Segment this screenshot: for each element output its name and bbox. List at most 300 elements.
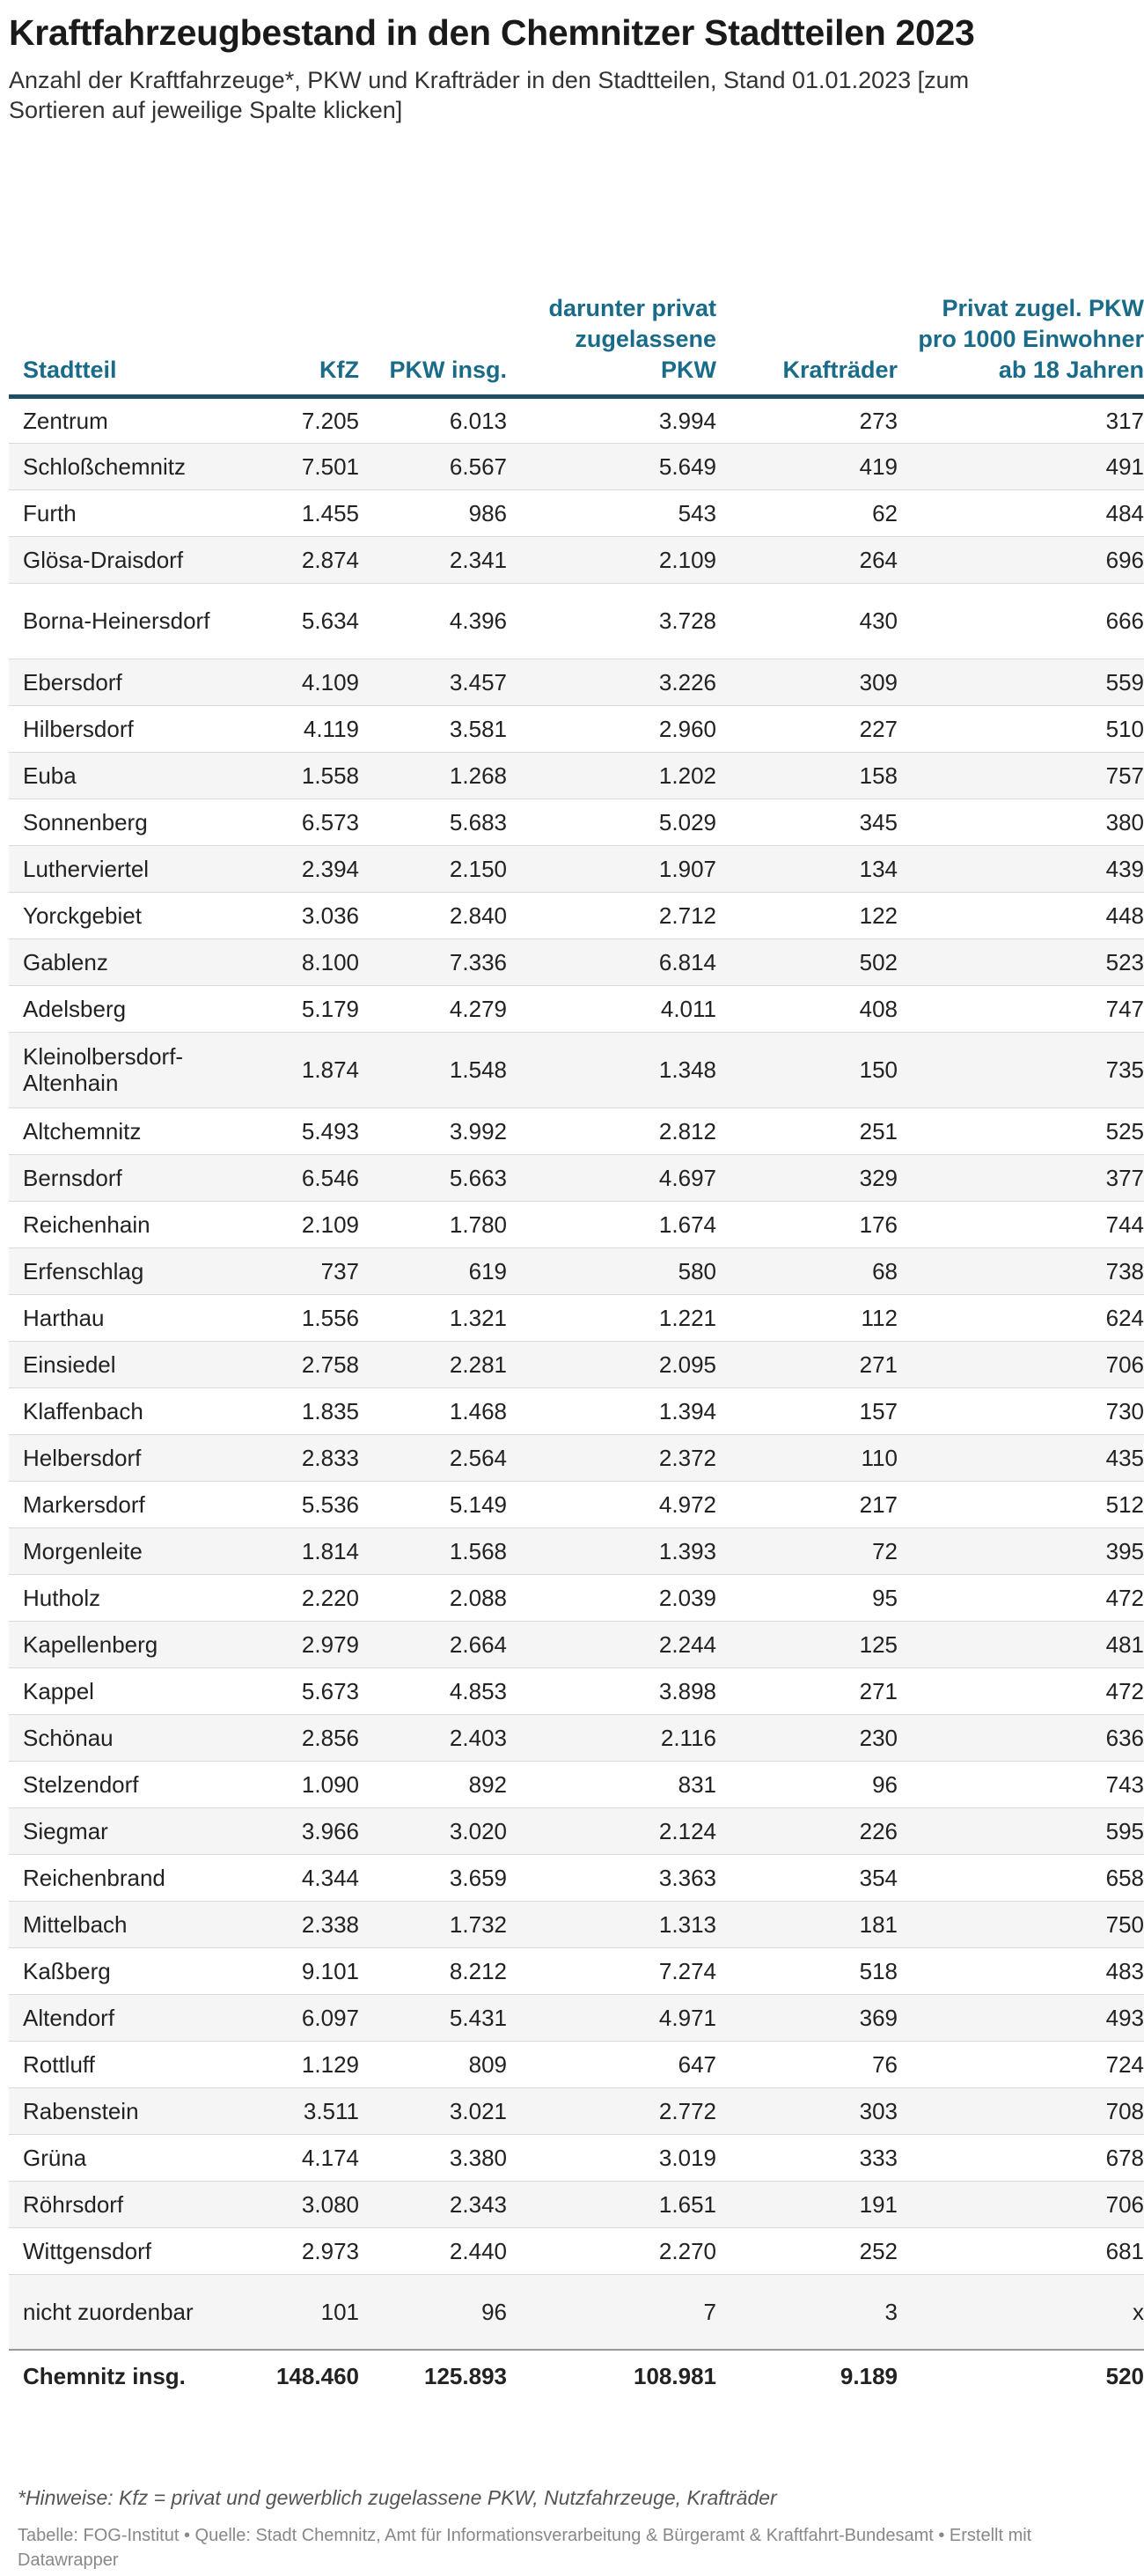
cell-value: 369 — [725, 1994, 906, 2041]
cell-value: 1.221 — [516, 1294, 725, 1341]
cell-value: 510 — [906, 705, 1144, 752]
table-row — [9, 1294, 1144, 1341]
cell-stadtteil: Siegmar — [9, 1807, 238, 1854]
table-row — [9, 1201, 1144, 1248]
cell-stadtteil: Kapellenberg — [9, 1621, 238, 1667]
cell-value: 3.021 — [368, 2087, 516, 2134]
cell-value: 4.279 — [368, 985, 516, 1032]
cell-value: 737 — [238, 1248, 368, 1294]
cell-value: 986 — [368, 489, 516, 536]
table-header-row — [9, 173, 1144, 396]
cell-value: 892 — [368, 1761, 516, 1807]
cell-value: 744 — [906, 1201, 1144, 1248]
table-row — [9, 1387, 1144, 1434]
cell-stadtteil: Harthau — [9, 1294, 238, 1341]
cell-value: 3.226 — [516, 659, 725, 705]
cell-value: 230 — [725, 1714, 906, 1761]
table-row — [9, 583, 1144, 659]
cell-value: 831 — [516, 1761, 725, 1807]
cell-value: 3.659 — [368, 1854, 516, 1901]
column-header-private-pkw[interactable]: darunter privat zugelassene PKW — [516, 173, 725, 396]
total-value: 125.893 — [368, 2350, 516, 2401]
cell-value: 1.835 — [238, 1387, 368, 1434]
cell-value: 1.556 — [238, 1294, 368, 1341]
cell-value: 2.840 — [368, 892, 516, 938]
total-value: 520 — [906, 2350, 1144, 2401]
cell-value: 1.548 — [368, 1032, 516, 1108]
cell-value: 4.109 — [238, 659, 368, 705]
cell-value: 1.348 — [516, 1032, 725, 1108]
cell-value: 2.150 — [368, 845, 516, 892]
cell-value: 2.372 — [516, 1434, 725, 1481]
table-row — [9, 1947, 1144, 1994]
cell-value: 1.090 — [238, 1761, 368, 1807]
cell-stadtteil: Zentrum — [9, 396, 238, 443]
cell-value: 408 — [725, 985, 906, 1032]
page-title: Kraftfahrzeugbestand in den Chemnitzer Stadtteilen 2023 — [9, 12, 975, 53]
cell-value: 472 — [906, 1574, 1144, 1621]
cell-value: 512 — [906, 1481, 1144, 1527]
cell-value: 809 — [368, 2041, 516, 2087]
cell-stadtteil: Wittgensdorf — [9, 2227, 238, 2274]
cell-value: 7.205 — [238, 396, 368, 443]
cell-value: 3 — [725, 2274, 906, 2350]
column-header-stadtteil[interactable]: Stadtteil — [9, 173, 238, 396]
cell-value: 491 — [906, 443, 1144, 489]
cell-value: 6.814 — [516, 938, 725, 985]
cell-value: 484 — [906, 489, 1144, 536]
cell-value: 2.874 — [238, 536, 368, 583]
total-value: 108.981 — [516, 2350, 725, 2401]
cell-value: 1.674 — [516, 1201, 725, 1248]
cell-stadtteil: Bernsdorf — [9, 1154, 238, 1201]
cell-value: 3.019 — [516, 2134, 725, 2181]
cell-value: 2.109 — [238, 1201, 368, 1248]
cell-value: 619 — [368, 1248, 516, 1294]
cell-stadtteil: Schloßchemnitz — [9, 443, 238, 489]
total-label: Chemnitz insg. — [9, 2350, 238, 2401]
cell-value: 2.833 — [238, 1434, 368, 1481]
cell-value: 150 — [725, 1032, 906, 1108]
cell-value: 2.220 — [238, 1574, 368, 1621]
cell-value: 2.564 — [368, 1434, 516, 1481]
cell-value: 3.511 — [238, 2087, 368, 2134]
cell-value: 743 — [906, 1761, 1144, 1807]
cell-value: 96 — [725, 1761, 906, 1807]
column-header-kraftraeder[interactable]: Krafträder — [725, 173, 906, 396]
cell-value: 750 — [906, 1901, 1144, 1947]
cell-value: 738 — [906, 1248, 1144, 1294]
cell-value: 2.244 — [516, 1621, 725, 1667]
cell-value: 2.664 — [368, 1621, 516, 1667]
cell-value: 2.973 — [238, 2227, 368, 2274]
cell-value: 1.129 — [238, 2041, 368, 2087]
table-row — [9, 1154, 1144, 1201]
cell-value: 122 — [725, 892, 906, 938]
cell-value: 4.697 — [516, 1154, 725, 1201]
cell-value: 309 — [725, 659, 906, 705]
cell-value: 2.341 — [368, 536, 516, 583]
cell-value: 8.212 — [368, 1947, 516, 1994]
cell-value: 158 — [725, 752, 906, 799]
cell-value: 62 — [725, 489, 906, 536]
cell-value: 7 — [516, 2274, 725, 2350]
cell-value: 96 — [368, 2274, 516, 2350]
cell-value: 3.380 — [368, 2134, 516, 2181]
cell-stadtteil: Hilbersdorf — [9, 705, 238, 752]
cell-stadtteil: Markersdorf — [9, 1481, 238, 1527]
cell-value: 7.501 — [238, 443, 368, 489]
cell-value: x — [906, 2274, 1144, 2350]
cell-value: 666 — [906, 583, 1144, 659]
cell-value: 448 — [906, 892, 1144, 938]
cell-value: 217 — [725, 1481, 906, 1527]
cell-value: 1.321 — [368, 1294, 516, 1341]
cell-value: 4.972 — [516, 1481, 725, 1527]
cell-value: 696 — [906, 536, 1144, 583]
cell-stadtteil: Röhrsdorf — [9, 2181, 238, 2227]
cell-value: 678 — [906, 2134, 1144, 2181]
cell-value: 134 — [725, 845, 906, 892]
cell-stadtteil: Einsiedel — [9, 1341, 238, 1387]
cell-value: 2.109 — [516, 536, 725, 583]
cell-value: 3.581 — [368, 705, 516, 752]
cell-value: 2.088 — [368, 1574, 516, 1621]
cell-stadtteil: Grüna — [9, 2134, 238, 2181]
cell-value: 95 — [725, 1574, 906, 1621]
table-row — [9, 892, 1144, 938]
cell-value: 2.095 — [516, 1341, 725, 1387]
cell-value: 735 — [906, 1032, 1144, 1108]
cell-value: 5.683 — [368, 799, 516, 845]
cell-stadtteil: Stelzendorf — [9, 1761, 238, 1807]
cell-value: 273 — [725, 396, 906, 443]
cell-stadtteil: Gablenz — [9, 938, 238, 985]
footnote: *Hinweise: Kfz = privat und gewerblich zugelassene PKW, Nutzfahrzeuge, Krafträder — [18, 2486, 777, 2509]
data-table — [9, 173, 1144, 2401]
cell-value: 377 — [906, 1154, 1144, 1201]
cell-stadtteil: Klaffenbach — [9, 1387, 238, 1434]
cell-value: 1.651 — [516, 2181, 725, 2227]
cell-value: 2.979 — [238, 1621, 368, 1667]
cell-value: 329 — [725, 1154, 906, 1201]
cell-value: 3.036 — [238, 892, 368, 938]
table-row — [9, 1854, 1144, 1901]
table-row — [9, 1248, 1144, 1294]
cell-stadtteil: Borna-Heinersdorf — [9, 583, 238, 659]
cell-value: 303 — [725, 2087, 906, 2134]
table-row — [9, 396, 1144, 443]
cell-stadtteil: Kaßberg — [9, 1947, 238, 1994]
cell-value: 493 — [906, 1994, 1144, 2041]
cell-value: 2.712 — [516, 892, 725, 938]
table-total-row — [9, 2350, 1144, 2401]
column-header-kfz[interactable]: KfZ — [238, 173, 368, 396]
cell-value: 559 — [906, 659, 1144, 705]
cell-value: 419 — [725, 443, 906, 489]
cell-value: 101 — [238, 2274, 368, 2350]
cell-value: 4.174 — [238, 2134, 368, 2181]
cell-value: 5.493 — [238, 1108, 368, 1154]
cell-value: 708 — [906, 2087, 1144, 2134]
cell-value: 5.536 — [238, 1481, 368, 1527]
cell-stadtteil: Hutholz — [9, 1574, 238, 1621]
cell-value: 2.281 — [368, 1341, 516, 1387]
cell-value: 4.011 — [516, 985, 725, 1032]
cell-value: 110 — [725, 1434, 906, 1481]
cell-value: 2.440 — [368, 2227, 516, 2274]
cell-value: 3.080 — [238, 2181, 368, 2227]
cell-value: 6.546 — [238, 1154, 368, 1201]
table-row — [9, 705, 1144, 752]
table-row — [9, 1032, 1144, 1108]
table-row — [9, 1341, 1144, 1387]
table-row — [9, 2134, 1144, 2181]
table-row — [9, 1807, 1144, 1854]
cell-value: 226 — [725, 1807, 906, 1854]
cell-value: 2.338 — [238, 1901, 368, 1947]
cell-value: 395 — [906, 1527, 1144, 1574]
table-row — [9, 752, 1144, 799]
cell-value: 72 — [725, 1527, 906, 1574]
cell-value: 706 — [906, 2181, 1144, 2227]
cell-value: 523 — [906, 938, 1144, 985]
cell-value: 3.457 — [368, 659, 516, 705]
data-table-container — [9, 173, 1144, 2401]
table-row — [9, 443, 1144, 489]
cell-value: 624 — [906, 1294, 1144, 1341]
cell-stadtteil: Reichenbrand — [9, 1854, 238, 1901]
cell-value: 481 — [906, 1621, 1144, 1667]
cell-value: 4.853 — [368, 1667, 516, 1714]
cell-stadtteil: Ebersdorf — [9, 659, 238, 705]
cell-value: 5.179 — [238, 985, 368, 1032]
cell-value: 3.020 — [368, 1807, 516, 1854]
cell-value: 2.394 — [238, 845, 368, 892]
cell-value: 2.116 — [516, 1714, 725, 1761]
cell-value: 1.202 — [516, 752, 725, 799]
cell-value: 6.573 — [238, 799, 368, 845]
cell-stadtteil: Rottluff — [9, 2041, 238, 2087]
table-row — [9, 2041, 1144, 2087]
cell-value: 724 — [906, 2041, 1144, 2087]
cell-value: 4.119 — [238, 705, 368, 752]
cell-value: 502 — [725, 938, 906, 985]
cell-value: 2.403 — [368, 1714, 516, 1761]
page-subtitle: Anzahl der Kraftfahrzeuge*, PKW und Krafträder in den Stadtteilen, Stand 01.01.2023 [zum Sortieren auf jeweilige Spalte klicken] — [9, 67, 970, 123]
cell-value: 706 — [906, 1341, 1144, 1387]
cell-value: 8.100 — [238, 938, 368, 985]
cell-value: 271 — [725, 1341, 906, 1387]
cell-value: 2.772 — [516, 2087, 725, 2134]
cell-value: 5.649 — [516, 443, 725, 489]
cell-value: 9.101 — [238, 1947, 368, 1994]
cell-value: 2.270 — [516, 2227, 725, 2274]
cell-stadtteil: Yorckgebiet — [9, 892, 238, 938]
cell-stadtteil: Lutherviertel — [9, 845, 238, 892]
cell-stadtteil: Mittelbach — [9, 1901, 238, 1947]
cell-value: 2.758 — [238, 1341, 368, 1387]
credits: Tabelle: FOG-Institut • Quelle: Stadt Chemnitz, Amt für Informationsverarbeitung & Bürgeramt & Kraftfahrt-Bundesamt • Erstellt mit Datawrapper — [18, 2526, 1032, 2570]
cell-stadtteil: nicht zuordenbar — [9, 2274, 238, 2350]
cell-value: 658 — [906, 1854, 1144, 1901]
cell-value: 1.268 — [368, 752, 516, 799]
cell-value: 2.856 — [238, 1714, 368, 1761]
cell-stadtteil: Erfenschlag — [9, 1248, 238, 1294]
table-row — [9, 1481, 1144, 1527]
cell-value: 543 — [516, 489, 725, 536]
page — [9, 0, 1144, 2570]
cell-value: 3.994 — [516, 396, 725, 443]
table-row — [9, 1621, 1144, 1667]
cell-stadtteil: Glösa-Draisdorf — [9, 536, 238, 583]
cell-value: 251 — [725, 1108, 906, 1154]
cell-value: 681 — [906, 2227, 1144, 2274]
cell-value: 333 — [725, 2134, 906, 2181]
cell-value: 6.013 — [368, 396, 516, 443]
total-value: 148.460 — [238, 2350, 368, 2401]
cell-value: 5.663 — [368, 1154, 516, 1201]
cell-stadtteil: Altchemnitz — [9, 1108, 238, 1154]
cell-value: 6.567 — [368, 443, 516, 489]
cell-value: 757 — [906, 752, 1144, 799]
cell-value: 2.343 — [368, 2181, 516, 2227]
cell-value: 252 — [725, 2227, 906, 2274]
cell-value: 580 — [516, 1248, 725, 1294]
table-row — [9, 1108, 1144, 1154]
cell-value: 345 — [725, 799, 906, 845]
cell-value: 1.780 — [368, 1201, 516, 1248]
cell-value: 2.812 — [516, 1108, 725, 1154]
cell-value: 430 — [725, 583, 906, 659]
cell-value: 647 — [516, 2041, 725, 2087]
cell-stadtteil: Morgenleite — [9, 1527, 238, 1574]
table-row — [9, 799, 1144, 845]
cell-value: 2.124 — [516, 1807, 725, 1854]
cell-value: 227 — [725, 705, 906, 752]
table-row — [9, 659, 1144, 705]
cell-value: 483 — [906, 1947, 1144, 1994]
table-body — [9, 396, 1144, 2401]
table-row — [9, 1434, 1144, 1481]
cell-value: 271 — [725, 1667, 906, 1714]
cell-value: 176 — [725, 1201, 906, 1248]
cell-value: 125 — [725, 1621, 906, 1667]
column-header-pkw-per-1000[interactable]: Privat zugel. PKW pro 1000 Einwohner ab 18 Jahren — [906, 173, 1144, 396]
table-row — [9, 536, 1144, 583]
cell-value: 1.313 — [516, 1901, 725, 1947]
cell-value: 636 — [906, 1714, 1144, 1761]
table-row — [9, 1994, 1144, 2041]
cell-stadtteil: Sonnenberg — [9, 799, 238, 845]
cell-value: 181 — [725, 1901, 906, 1947]
cell-value: 317 — [906, 396, 1144, 443]
cell-stadtteil: Rabenstein — [9, 2087, 238, 2134]
cell-value: 1.874 — [238, 1032, 368, 1108]
cell-value: 472 — [906, 1667, 1144, 1714]
table-row — [9, 1527, 1144, 1574]
cell-value: 525 — [906, 1108, 1144, 1154]
cell-value: 2.039 — [516, 1574, 725, 1621]
cell-value: 1.907 — [516, 845, 725, 892]
notes — [18, 2484, 1074, 2572]
cell-value: 1.558 — [238, 752, 368, 799]
cell-value: 1.732 — [368, 1901, 516, 1947]
table-row — [9, 985, 1144, 1032]
cell-stadtteil: Furth — [9, 489, 238, 536]
cell-value: 1.455 — [238, 489, 368, 536]
table-row — [9, 2227, 1144, 2274]
cell-value: 518 — [725, 1947, 906, 1994]
cell-stadtteil: Helbersdorf — [9, 1434, 238, 1481]
cell-value: 1.468 — [368, 1387, 516, 1434]
cell-value: 68 — [725, 1248, 906, 1294]
cell-stadtteil: Schönau — [9, 1714, 238, 1761]
total-value: 9.189 — [725, 2350, 906, 2401]
cell-value: 3.363 — [516, 1854, 725, 1901]
table-row — [9, 1574, 1144, 1621]
cell-stadtteil: Kleinolbersdorf-Altenhain — [9, 1032, 238, 1108]
cell-value: 380 — [906, 799, 1144, 845]
cell-value: 4.971 — [516, 1994, 725, 2041]
cell-stadtteil: Euba — [9, 752, 238, 799]
cell-value: 439 — [906, 845, 1144, 892]
cell-value: 3.966 — [238, 1807, 368, 1854]
cell-value: 5.634 — [238, 583, 368, 659]
table-row — [9, 1901, 1144, 1947]
cell-value: 5.029 — [516, 799, 725, 845]
cell-value: 264 — [725, 536, 906, 583]
cell-value: 7.274 — [516, 1947, 725, 1994]
cell-value: 747 — [906, 985, 1144, 1032]
cell-value: 3.728 — [516, 583, 725, 659]
cell-value: 1.394 — [516, 1387, 725, 1434]
cell-value: 6.097 — [238, 1994, 368, 2041]
table-row — [9, 2274, 1144, 2350]
table-row — [9, 2181, 1144, 2227]
cell-value: 3.992 — [368, 1108, 516, 1154]
table-row — [9, 489, 1144, 536]
cell-value: 5.149 — [368, 1481, 516, 1527]
cell-value: 7.336 — [368, 938, 516, 985]
cell-value: 5.673 — [238, 1667, 368, 1714]
cell-value: 112 — [725, 1294, 906, 1341]
cell-value: 354 — [725, 1854, 906, 1901]
table-row — [9, 845, 1144, 892]
table-row — [9, 1714, 1144, 1761]
cell-value: 191 — [725, 2181, 906, 2227]
cell-stadtteil: Adelsberg — [9, 985, 238, 1032]
table-row — [9, 2087, 1144, 2134]
cell-stadtteil: Kappel — [9, 1667, 238, 1714]
cell-stadtteil: Reichenhain — [9, 1201, 238, 1248]
cell-value: 1.568 — [368, 1527, 516, 1574]
cell-stadtteil: Altendorf — [9, 1994, 238, 2041]
cell-value: 5.431 — [368, 1994, 516, 2041]
cell-value: 4.344 — [238, 1854, 368, 1901]
cell-value: 1.393 — [516, 1527, 725, 1574]
table-row — [9, 1667, 1144, 1714]
cell-value: 1.814 — [238, 1527, 368, 1574]
cell-value: 157 — [725, 1387, 906, 1434]
cell-value: 730 — [906, 1387, 1144, 1434]
cell-value: 595 — [906, 1807, 1144, 1854]
table-row — [9, 1761, 1144, 1807]
column-header-pkw[interactable]: PKW insg. — [368, 173, 516, 396]
cell-value: 435 — [906, 1434, 1144, 1481]
cell-value: 4.396 — [368, 583, 516, 659]
cell-value: 76 — [725, 2041, 906, 2087]
